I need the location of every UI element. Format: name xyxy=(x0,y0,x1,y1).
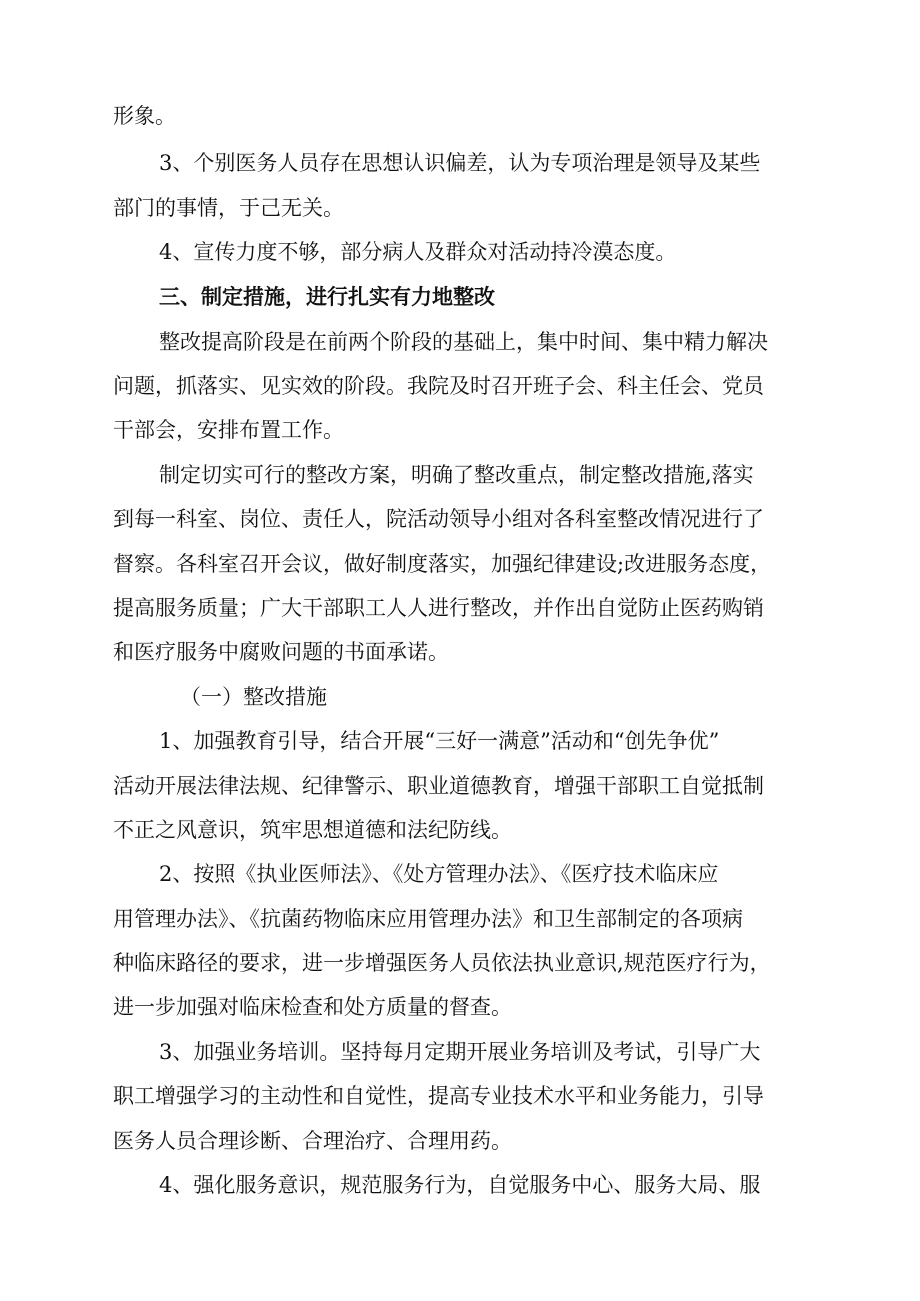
measure-2-line-2: 用管理办法》、《抗菌药物临床应用管理办法》和卫生部制定的各项病 xyxy=(113,907,743,931)
paragraph-rectification-line-3: 干部会，安排布置工作。 xyxy=(113,418,344,442)
measure-3-line-2: 职工增强学习的主动性和自觉性，提高专业技术水平和业务能力，引导 xyxy=(113,1084,764,1108)
measure-2-line-3: 种临床路径的要求，进一步增强医务人员依法执业意识,规范医疗行为， xyxy=(113,951,771,975)
paragraph-plan-line-3: 督察。各科室召开会议，做好制度落实，加强纪律建设;改进服务态度， xyxy=(113,552,772,576)
measure-1-line-3: 不正之风意识，筑牢思想道德和法纪防线。 xyxy=(113,818,512,842)
paragraph-rectification-line-1: 整改提高阶段是在前两个阶段的基础上，集中时间、集中精力解决 xyxy=(159,330,768,354)
measure-1-line-2: 活动开展法律法规、纪律警示、职业道德教育，增强干部职工自觉抵制 xyxy=(113,774,764,798)
measure-3-line-3: 医务人员合理诊断、合理治疗、合理用药。 xyxy=(113,1129,512,1153)
paragraph-item-3-line-1: 3、个别医务人员存在思想认识偏差，认为专项治理是领导及某些 xyxy=(159,151,761,175)
paragraph-item-3-line-2: 部门的事情，于己无关。 xyxy=(113,196,344,220)
paragraph-item-4: 4、宣传力度不够，部分病人及群众对活动持冷漠态度。 xyxy=(159,240,677,264)
paragraph-plan-line-2: 到每一科室、岗位、责任人，院活动领导小组对各科室整改情况进行了 xyxy=(113,507,764,531)
paragraph-plan-line-5: 和医疗服务中腐败问题的书面承诺。 xyxy=(113,640,449,664)
paragraph-plan-line-1: 制定切实可行的整改方案，明确了整改重点，制定整改措施,落实 xyxy=(159,463,754,487)
text-line-continuation: 形象。 xyxy=(113,104,176,128)
measure-2-line-4: 进一步加强对临床检查和处方质量的督查。 xyxy=(113,995,512,1019)
subsection-heading-1: （一）整改措施 xyxy=(180,685,327,709)
measure-1-line-1: 1、加强教育引导，结合开展“三好一满意”活动和“创先争优” xyxy=(159,729,720,753)
section-heading-3: 三、制定措施，进行扎实有力地整改 xyxy=(159,285,495,309)
measure-4-line-1: 4、强化服务意识，规范服务行为，自觉服务中心、服务大局、服 xyxy=(159,1173,761,1197)
paragraph-plan-line-4: 提高服务质量；广大干部职工人人进行整改，并作出自觉防止医药购销 xyxy=(113,596,764,620)
paragraph-rectification-line-2: 问题，抓落实、见实效的阶段。我院及时召开班子会、科主任会、党员 xyxy=(113,374,764,398)
measure-2-line-1: 2、按照《执业医师法》、《处方管理办法》、《医疗技术临床应 xyxy=(159,862,719,886)
measure-3-line-1: 3、加强业务培训。坚持每月定期开展业务培训及考试，引导广大 xyxy=(159,1040,761,1064)
